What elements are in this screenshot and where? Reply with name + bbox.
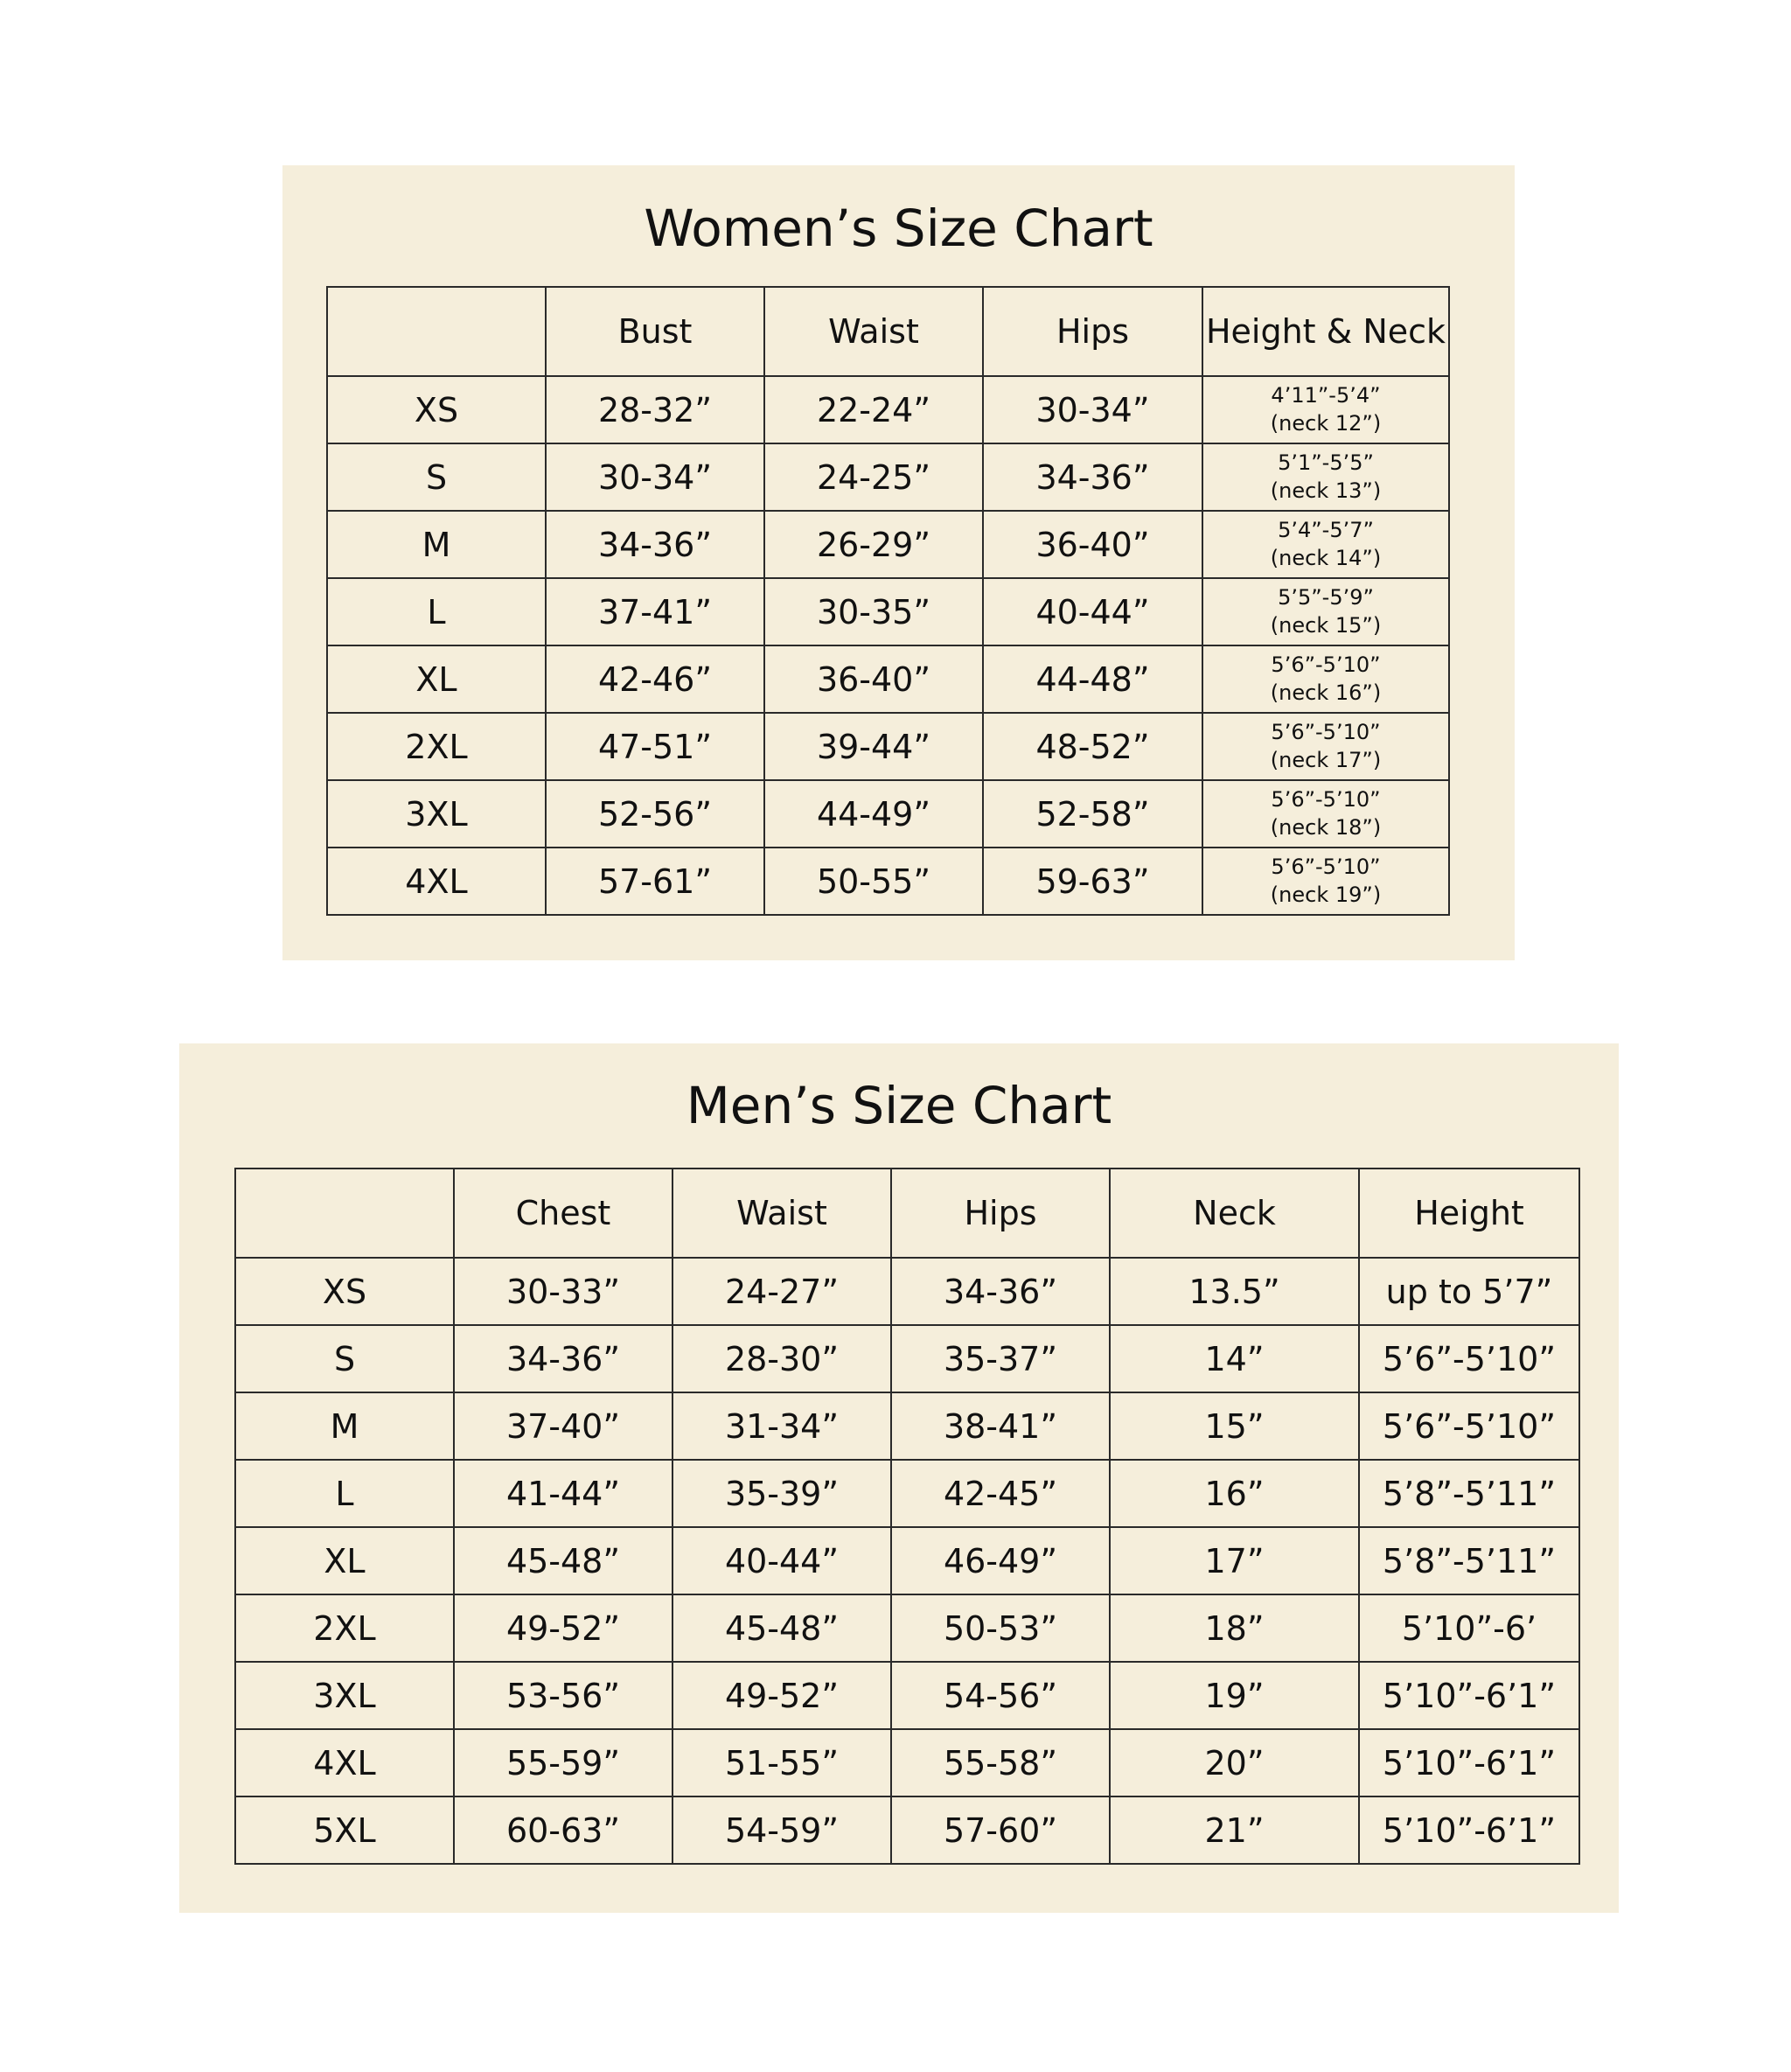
waist-cell: 31-34” xyxy=(672,1392,891,1460)
table-row xyxy=(235,1258,1579,1325)
height-cell: 5’6”-5’10” xyxy=(1359,1325,1579,1392)
waist-cell: 22-24” xyxy=(764,376,983,443)
hips-cell: 38-41” xyxy=(891,1392,1110,1460)
neck-value: (neck 12”) xyxy=(1270,410,1382,436)
waist-cell: 45-48” xyxy=(672,1594,891,1662)
size-cell: M xyxy=(235,1392,454,1460)
height-neck-cell xyxy=(1202,848,1449,915)
mens-chart-title: Men’s Size Chart xyxy=(686,1076,1112,1135)
mens-header-hips: Hips xyxy=(891,1169,1110,1258)
table-row xyxy=(327,511,1449,578)
size-cell: 3XL xyxy=(235,1662,454,1729)
neck-value: (neck 18”) xyxy=(1270,814,1382,840)
waist-cell: 44-49” xyxy=(764,780,983,848)
table-row xyxy=(235,1594,1579,1662)
chest-cell: 49-52” xyxy=(454,1594,672,1662)
size-cell: M xyxy=(327,511,546,578)
hips-cell: 40-44” xyxy=(983,578,1202,645)
size-cell: S xyxy=(327,443,546,511)
womens-size-chart-panel xyxy=(282,165,1515,960)
neck-cell: 19” xyxy=(1110,1662,1359,1729)
table-row xyxy=(235,1527,1579,1594)
waist-cell: 54-59” xyxy=(672,1796,891,1864)
womens-header-waist: Waist xyxy=(764,287,983,376)
height-value: 5’1”-5’5” xyxy=(1278,450,1374,476)
table-row xyxy=(327,780,1449,848)
neck-cell: 18” xyxy=(1110,1594,1359,1662)
size-cell: 2XL xyxy=(327,713,546,780)
waist-cell: 35-39” xyxy=(672,1460,891,1527)
womens-size-table xyxy=(326,286,1450,916)
height-cell: 5’8”-5’11” xyxy=(1359,1527,1579,1594)
hips-cell: 44-48” xyxy=(983,645,1202,713)
size-cell: L xyxy=(235,1460,454,1527)
bust-cell: 42-46” xyxy=(546,645,764,713)
size-cell: 4XL xyxy=(235,1729,454,1796)
size-cell: XL xyxy=(235,1527,454,1594)
hips-cell: 50-53” xyxy=(891,1594,1110,1662)
height-cell: 5’10”-6’1” xyxy=(1359,1662,1579,1729)
waist-cell: 30-35” xyxy=(764,578,983,645)
waist-cell: 24-25” xyxy=(764,443,983,511)
height-cell: 5’10”-6’1” xyxy=(1359,1796,1579,1864)
neck-value: (neck 16”) xyxy=(1270,680,1382,705)
table-row xyxy=(235,1392,1579,1460)
mens-header-waist: Waist xyxy=(672,1169,891,1258)
neck-cell: 21” xyxy=(1110,1796,1359,1864)
size-cell: 3XL xyxy=(327,780,546,848)
hips-cell: 54-56” xyxy=(891,1662,1110,1729)
waist-cell: 49-52” xyxy=(672,1662,891,1729)
hips-cell: 34-36” xyxy=(983,443,1202,511)
hips-cell: 46-49” xyxy=(891,1527,1110,1594)
chest-cell: 37-40” xyxy=(454,1392,672,1460)
bust-cell: 28-32” xyxy=(546,376,764,443)
waist-cell: 26-29” xyxy=(764,511,983,578)
womens-header-size xyxy=(327,287,546,376)
hips-cell: 55-58” xyxy=(891,1729,1110,1796)
bust-cell: 52-56” xyxy=(546,780,764,848)
neck-cell: 15” xyxy=(1110,1392,1359,1460)
neck-value: (neck 13”) xyxy=(1270,478,1382,503)
chest-cell: 55-59” xyxy=(454,1729,672,1796)
chest-cell: 53-56” xyxy=(454,1662,672,1729)
waist-cell: 28-30” xyxy=(672,1325,891,1392)
height-value: 5’6”-5’10” xyxy=(1271,787,1381,813)
chest-cell: 60-63” xyxy=(454,1796,672,1864)
neck-cell: 13.5” xyxy=(1110,1258,1359,1325)
bust-cell: 37-41” xyxy=(546,578,764,645)
size-cell: 2XL xyxy=(235,1594,454,1662)
table-row xyxy=(327,578,1449,645)
mens-header-height: Height xyxy=(1359,1169,1579,1258)
womens-header-height-neck: Height & Neck xyxy=(1202,287,1449,376)
height-cell: up to 5’7” xyxy=(1359,1258,1579,1325)
mens-header-size xyxy=(235,1169,454,1258)
neck-value: (neck 17”) xyxy=(1270,747,1382,772)
hips-cell: 59-63” xyxy=(983,848,1202,915)
table-row xyxy=(235,1796,1579,1864)
height-value: 4’11”-5’4” xyxy=(1271,383,1381,408)
table-row xyxy=(235,1460,1579,1527)
height-neck-cell xyxy=(1202,713,1449,780)
neck-value: (neck 19”) xyxy=(1270,882,1382,907)
table-row xyxy=(327,848,1449,915)
chest-cell: 41-44” xyxy=(454,1460,672,1527)
neck-cell: 14” xyxy=(1110,1325,1359,1392)
neck-cell: 20” xyxy=(1110,1729,1359,1796)
hips-cell: 30-34” xyxy=(983,376,1202,443)
height-neck-cell xyxy=(1202,645,1449,713)
size-cell: XS xyxy=(235,1258,454,1325)
table-row xyxy=(235,1325,1579,1392)
womens-header-hips: Hips xyxy=(983,287,1202,376)
womens-header-row xyxy=(327,287,1449,376)
height-neck-cell xyxy=(1202,376,1449,443)
waist-cell: 50-55” xyxy=(764,848,983,915)
size-cell: 5XL xyxy=(235,1796,454,1864)
bust-cell: 30-34” xyxy=(546,443,764,511)
womens-chart-title: Women’s Size Chart xyxy=(644,199,1153,258)
waist-cell: 24-27” xyxy=(672,1258,891,1325)
bust-cell: 34-36” xyxy=(546,511,764,578)
size-cell: 4XL xyxy=(327,848,546,915)
neck-cell: 16” xyxy=(1110,1460,1359,1527)
table-row xyxy=(235,1729,1579,1796)
table-row xyxy=(327,443,1449,511)
chest-cell: 30-33” xyxy=(454,1258,672,1325)
height-neck-cell xyxy=(1202,443,1449,511)
size-cell: XS xyxy=(327,376,546,443)
waist-cell: 36-40” xyxy=(764,645,983,713)
hips-cell: 42-45” xyxy=(891,1460,1110,1527)
mens-size-table xyxy=(234,1168,1580,1865)
neck-value: (neck 15”) xyxy=(1270,612,1382,638)
height-neck-cell xyxy=(1202,578,1449,645)
hips-cell: 35-37” xyxy=(891,1325,1110,1392)
table-row xyxy=(327,713,1449,780)
height-cell: 5’10”-6’1” xyxy=(1359,1729,1579,1796)
mens-size-chart-panel xyxy=(179,1043,1619,1913)
bust-cell: 57-61” xyxy=(546,848,764,915)
neck-value: (neck 14”) xyxy=(1270,545,1382,570)
womens-header-bust: Bust xyxy=(546,287,764,376)
neck-cell: 17” xyxy=(1110,1527,1359,1594)
hips-cell: 57-60” xyxy=(891,1796,1110,1864)
height-neck-cell xyxy=(1202,511,1449,578)
mens-header-neck: Neck xyxy=(1110,1169,1359,1258)
size-cell: XL xyxy=(327,645,546,713)
table-row xyxy=(235,1662,1579,1729)
height-value: 5’6”-5’10” xyxy=(1271,720,1381,745)
table-row xyxy=(327,376,1449,443)
waist-cell: 39-44” xyxy=(764,713,983,780)
chest-cell: 45-48” xyxy=(454,1527,672,1594)
mens-header-row xyxy=(235,1169,1579,1258)
hips-cell: 36-40” xyxy=(983,511,1202,578)
mens-header-chest: Chest xyxy=(454,1169,672,1258)
bust-cell: 47-51” xyxy=(546,713,764,780)
hips-cell: 34-36” xyxy=(891,1258,1110,1325)
height-value: 5’4”-5’7” xyxy=(1278,518,1374,543)
height-cell: 5’8”-5’11” xyxy=(1359,1460,1579,1527)
size-cell: S xyxy=(235,1325,454,1392)
height-cell: 5’6”-5’10” xyxy=(1359,1392,1579,1460)
waist-cell: 40-44” xyxy=(672,1527,891,1594)
hips-cell: 48-52” xyxy=(983,713,1202,780)
size-cell: L xyxy=(327,578,546,645)
hips-cell: 52-58” xyxy=(983,780,1202,848)
height-neck-cell xyxy=(1202,780,1449,848)
height-value: 5’5”-5’9” xyxy=(1278,585,1374,610)
height-cell: 5’10”-6’ xyxy=(1359,1594,1579,1662)
chest-cell: 34-36” xyxy=(454,1325,672,1392)
waist-cell: 51-55” xyxy=(672,1729,891,1796)
height-value: 5’6”-5’10” xyxy=(1271,855,1381,880)
table-row xyxy=(327,645,1449,713)
height-value: 5’6”-5’10” xyxy=(1271,652,1381,678)
